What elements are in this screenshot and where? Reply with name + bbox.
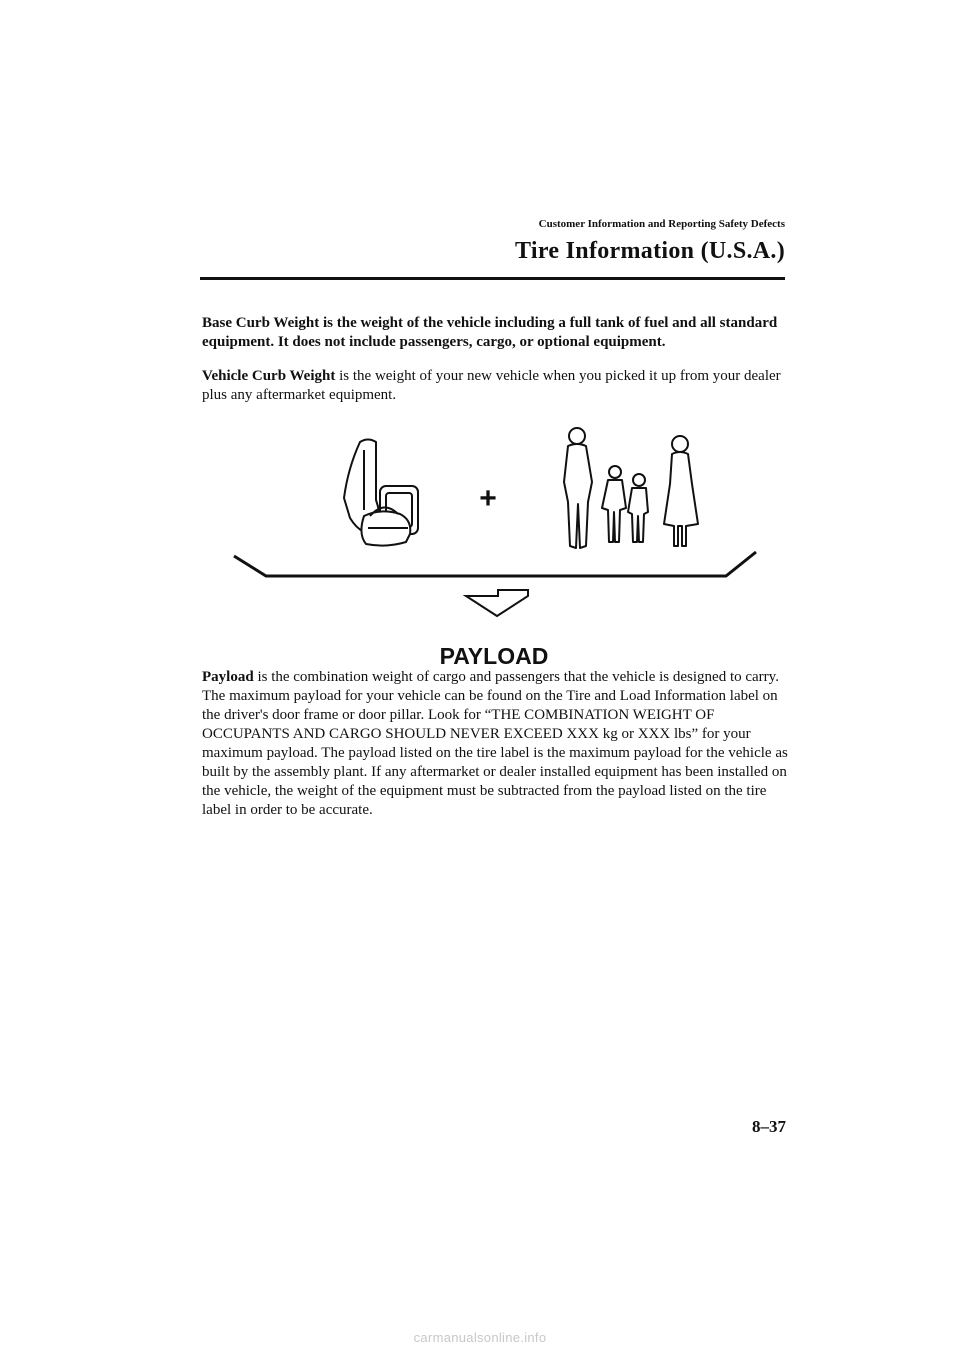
vehicle-curb-weight-paragraph [202, 367, 792, 405]
payload-term: Payload [202, 669, 254, 685]
base-curb-weight-paragraph: Base Curb Weight is the weight of the vehicle including a full tank of fuel and all standard equipment. It does not include passengers, cargo, or optional equipment. [202, 315, 778, 350]
family-icon [564, 428, 698, 548]
bracket-line [234, 552, 756, 576]
header-rule [200, 277, 785, 280]
payload-text: is the combination weight of cargo and passengers that the vehicle is designed to carry. The maximum payload for your vehicle can be found on the Tire and Load Information label on the driver's door frame or door pillar. Look for “THE COMBINATION WEIGHT OF OCCUPANTS AND CARGO SHOULD NEVER EXCEED XXX kg or XXX lbs” for your maximum payload. The payload listed on the tire label is the maximum payload for the vehicle as built by the assembly plant. If any aftermarket or dealer installed equipment has been installed on the vehicle, the weight of the equipment must be subtracted from the payload listed on the tire label in order to be accurate. [202, 669, 788, 818]
payload-label: PAYLOAD [439, 643, 549, 669]
payload-illustration [230, 420, 760, 672]
vehicle-curb-weight-term: Vehicle Curb Weight [202, 368, 336, 384]
down-arrow-icon [466, 590, 528, 616]
page-title: Tire Information (U.S.A.) [515, 238, 785, 264]
vehicle-curb-weight-text: is the weight of your new vehicle when you picked it up from your dealer plus any aftermarket equipment. [202, 368, 781, 403]
page-number: 8–37 [752, 1117, 786, 1136]
watermark: carmanualsonline.info [413, 1330, 547, 1345]
header-section-label: Customer Information and Reporting Safety Defects [538, 218, 785, 230]
luggage-icon [344, 440, 418, 546]
plus-symbol: + [479, 482, 497, 515]
payload-paragraph [202, 668, 792, 820]
